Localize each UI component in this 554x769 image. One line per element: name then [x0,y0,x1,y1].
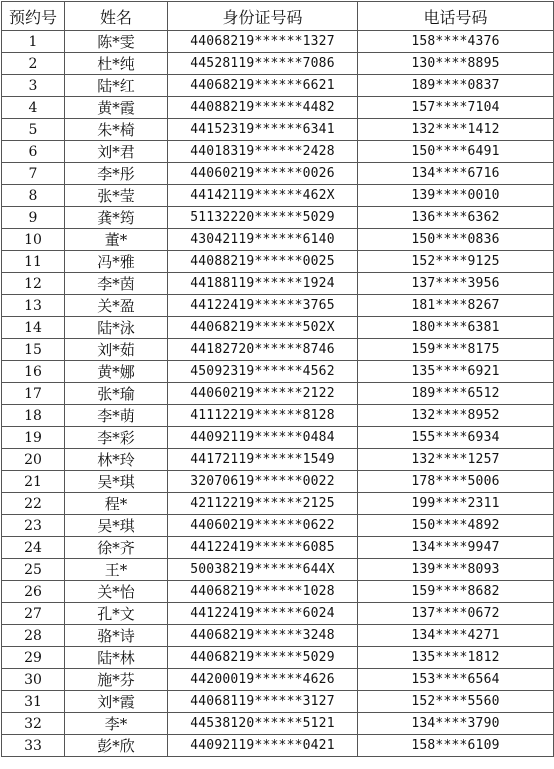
reservation-number-cell[interactable]: 29 [2,647,65,669]
name-cell[interactable]: 刘*霞 [65,691,168,713]
reservation-number-cell[interactable]: 9 [2,207,65,229]
table-row [2,185,554,207]
phone-number-cell[interactable]: 135****1812 [358,647,554,669]
name-cell[interactable]: 黄*娜 [65,361,168,383]
id-number-cell[interactable]: 44088219******0025 [168,251,358,273]
id-number-cell[interactable]: 44122419******6085 [168,537,358,559]
id-number-cell[interactable]: 44060219******2122 [168,383,358,405]
name-cell[interactable]: 陆*泳 [65,317,168,339]
table-row [2,229,554,251]
table-row [2,273,554,295]
id-number-cell[interactable]: 44068219******1028 [168,581,358,603]
id-number-cell[interactable]: 44068219******3248 [168,625,358,647]
reservation-number-cell[interactable]: 12 [2,273,65,295]
name-cell[interactable]: 徐*齐 [65,537,168,559]
reservation-number-cell[interactable]: 25 [2,559,65,581]
name-cell[interactable]: 王* [65,559,168,581]
header-name[interactable]: 姓名 [65,2,168,31]
reservation-number-cell[interactable]: 8 [2,185,65,207]
table-row [2,427,554,449]
id-number-cell[interactable]: 51132220******5029 [168,207,358,229]
phone-number-cell[interactable]: 150****6491 [358,141,554,163]
id-number-cell[interactable]: 44018319******2428 [168,141,358,163]
reservation-number-cell[interactable]: 11 [2,251,65,273]
id-number-cell[interactable]: 41112219******8128 [168,405,358,427]
phone-number-cell[interactable]: 134****9947 [358,537,554,559]
reservation-number-cell[interactable]: 23 [2,515,65,537]
id-number-cell[interactable]: 44142119******462X [168,185,358,207]
phone-number-cell[interactable]: 157****7104 [358,97,554,119]
table-row [2,713,554,735]
name-cell[interactable]: 陆*红 [65,75,168,97]
table-row [2,31,554,53]
phone-number-cell[interactable]: 134****3790 [358,713,554,735]
reservation-number-cell[interactable]: 20 [2,449,65,471]
header-phone-number[interactable]: 电话号码 [358,2,554,31]
phone-number-cell[interactable]: 178****5006 [358,471,554,493]
name-cell[interactable]: 李*茵 [65,273,168,295]
reservation-number-cell[interactable]: 31 [2,691,65,713]
table-row [2,163,554,185]
table-row [2,141,554,163]
reservation-number-cell[interactable]: 18 [2,405,65,427]
table-row [2,383,554,405]
table-row [2,515,554,537]
name-cell[interactable]: 林*玲 [65,449,168,471]
name-cell[interactable]: 李*萌 [65,405,168,427]
name-cell[interactable]: 陆*林 [65,647,168,669]
header-reservation-number[interactable]: 预约号 [2,2,65,31]
reservation-number-cell[interactable]: 28 [2,625,65,647]
reservation-number-cell[interactable]: 33 [2,735,65,757]
name-cell[interactable]: 杜*纯 [65,53,168,75]
table-row [2,647,554,669]
name-cell[interactable]: 彭*欣 [65,735,168,757]
reservation-number-cell[interactable]: 5 [2,119,65,141]
id-number-cell[interactable]: 44528119******7086 [168,53,358,75]
table-row [2,251,554,273]
id-number-cell[interactable]: 44060219******0026 [168,163,358,185]
table-row [2,361,554,383]
table-row [2,339,554,361]
reservation-number-cell[interactable]: 17 [2,383,65,405]
phone-number-cell[interactable]: 150****4892 [358,515,554,537]
phone-number-cell[interactable]: 152****5560 [358,691,554,713]
table-row [2,493,554,515]
name-cell[interactable]: 李*彩 [65,427,168,449]
phone-number-cell[interactable]: 132****1257 [358,449,554,471]
table-row [2,537,554,559]
phone-number-cell[interactable]: 135****6921 [358,361,554,383]
name-cell[interactable]: 董* [65,229,168,251]
table-body [2,31,554,757]
reservation-number-cell[interactable]: 27 [2,603,65,625]
id-number-cell[interactable]: 44152319******6341 [168,119,358,141]
reservation-number-cell[interactable]: 10 [2,229,65,251]
id-number-cell[interactable]: 43042119******6140 [168,229,358,251]
phone-number-cell[interactable]: 159****8682 [358,581,554,603]
name-cell[interactable]: 吴*琪 [65,471,168,493]
name-cell[interactable]: 孔*文 [65,603,168,625]
name-cell[interactable]: 龚*筠 [65,207,168,229]
name-cell[interactable]: 关*盈 [65,295,168,317]
phone-number-cell[interactable]: 136****6362 [358,207,554,229]
name-cell[interactable]: 刘*君 [65,141,168,163]
name-cell[interactable]: 张*瑜 [65,383,168,405]
phone-number-cell[interactable]: 158****4376 [358,31,554,53]
id-number-cell[interactable]: 44068219******502X [168,317,358,339]
id-number-cell[interactable]: 50038219******644X [168,559,358,581]
reservation-number-cell[interactable]: 4 [2,97,65,119]
phone-number-cell[interactable]: 139****8093 [358,559,554,581]
name-cell[interactable]: 刘*茹 [65,339,168,361]
reservation-number-cell[interactable]: 2 [2,53,65,75]
id-number-cell[interactable]: 44122419******6024 [168,603,358,625]
id-number-cell[interactable]: 44182720******8746 [168,339,358,361]
phone-number-cell[interactable]: 137****3956 [358,273,554,295]
name-cell[interactable]: 陈*雯 [65,31,168,53]
table-row [2,691,554,713]
reservation-number-cell[interactable]: 21 [2,471,65,493]
id-number-cell[interactable]: 44068119******3127 [168,691,358,713]
name-cell[interactable]: 黄*霞 [65,97,168,119]
name-cell[interactable]: 程* [65,493,168,515]
reservation-number-cell[interactable]: 26 [2,581,65,603]
table-row [2,97,554,119]
name-cell[interactable]: 冯*雅 [65,251,168,273]
table-row [2,317,554,339]
table-row [2,405,554,427]
reservation-number-cell[interactable]: 1 [2,31,65,53]
id-number-cell[interactable]: 44092119******0421 [168,735,358,757]
table-row [2,75,554,97]
table-row [2,625,554,647]
reservation-number-cell[interactable]: 6 [2,141,65,163]
table-row [2,581,554,603]
reservation-number-cell[interactable]: 7 [2,163,65,185]
id-number-cell[interactable]: 42112219******2125 [168,493,358,515]
phone-number-cell[interactable]: 137****0672 [358,603,554,625]
table-row [2,735,554,757]
name-cell[interactable]: 施*芬 [65,669,168,691]
reservation-number-cell[interactable]: 13 [2,295,65,317]
phone-number-cell[interactable]: 189****0837 [358,75,554,97]
reservation-number-cell[interactable]: 30 [2,669,65,691]
phone-number-cell[interactable]: 134****4271 [358,625,554,647]
phone-number-cell[interactable]: 181****8267 [358,295,554,317]
phone-number-cell[interactable]: 158****6109 [358,735,554,757]
id-number-cell[interactable]: 44068219******5029 [168,647,358,669]
table-header [2,2,554,31]
table-row [2,471,554,493]
phone-number-cell[interactable]: 189****6512 [358,383,554,405]
name-cell[interactable]: 骆*诗 [65,625,168,647]
table-row [2,119,554,141]
name-cell[interactable]: 朱*椅 [65,119,168,141]
phone-number-cell[interactable]: 134****6716 [358,163,554,185]
reservation-number-cell[interactable]: 16 [2,361,65,383]
name-cell[interactable]: 李* [65,713,168,735]
table-row [2,207,554,229]
id-number-cell[interactable]: 44188119******1924 [168,273,358,295]
id-number-cell[interactable]: 45092319******4562 [168,361,358,383]
phone-number-cell[interactable]: 130****8895 [358,53,554,75]
table-row [2,603,554,625]
phone-number-cell[interactable]: 155****6934 [358,427,554,449]
phone-number-cell[interactable]: 139****0010 [358,185,554,207]
id-number-cell[interactable]: 44538120******5121 [168,713,358,735]
phone-number-cell[interactable]: 159****8175 [358,339,554,361]
id-number-cell[interactable]: 44068219******6621 [168,75,358,97]
id-number-cell[interactable]: 44172119******1549 [168,449,358,471]
id-number-cell[interactable]: 44088219******4482 [168,97,358,119]
name-cell[interactable]: 李*彤 [65,163,168,185]
id-number-cell[interactable]: 44068219******1327 [168,31,358,53]
name-cell[interactable]: 吴*琪 [65,515,168,537]
reservation-number-cell[interactable]: 15 [2,339,65,361]
phone-number-cell[interactable]: 132****1412 [358,119,554,141]
id-number-cell[interactable]: 44060219******0622 [168,515,358,537]
phone-number-cell[interactable]: 132****8952 [358,405,554,427]
id-number-cell[interactable]: 32070619******0022 [168,471,358,493]
table-row [2,559,554,581]
name-cell[interactable]: 张*莹 [65,185,168,207]
phone-number-cell[interactable]: 180****6381 [358,317,554,339]
reservation-number-cell[interactable]: 22 [2,493,65,515]
phone-number-cell[interactable]: 152****9125 [358,251,554,273]
table-row [2,669,554,691]
reservation-number-cell[interactable]: 14 [2,317,65,339]
id-number-cell[interactable]: 44092119******0484 [168,427,358,449]
phone-number-cell[interactable]: 199****2311 [358,493,554,515]
phone-number-cell[interactable]: 153****6564 [358,669,554,691]
table-row [2,295,554,317]
phone-number-cell[interactable]: 150****0836 [358,229,554,251]
reservation-table [1,1,554,757]
id-number-cell[interactable]: 44200019******4626 [168,669,358,691]
reservation-number-cell[interactable]: 24 [2,537,65,559]
reservation-number-cell[interactable]: 32 [2,713,65,735]
header-row [2,2,554,31]
id-number-cell[interactable]: 44122419******3765 [168,295,358,317]
table-row [2,449,554,471]
reservation-number-cell[interactable]: 3 [2,75,65,97]
name-cell[interactable]: 关*怡 [65,581,168,603]
reservation-number-cell[interactable]: 19 [2,427,65,449]
header-id-number[interactable]: 身份证号码 [168,2,358,31]
table-row [2,53,554,75]
